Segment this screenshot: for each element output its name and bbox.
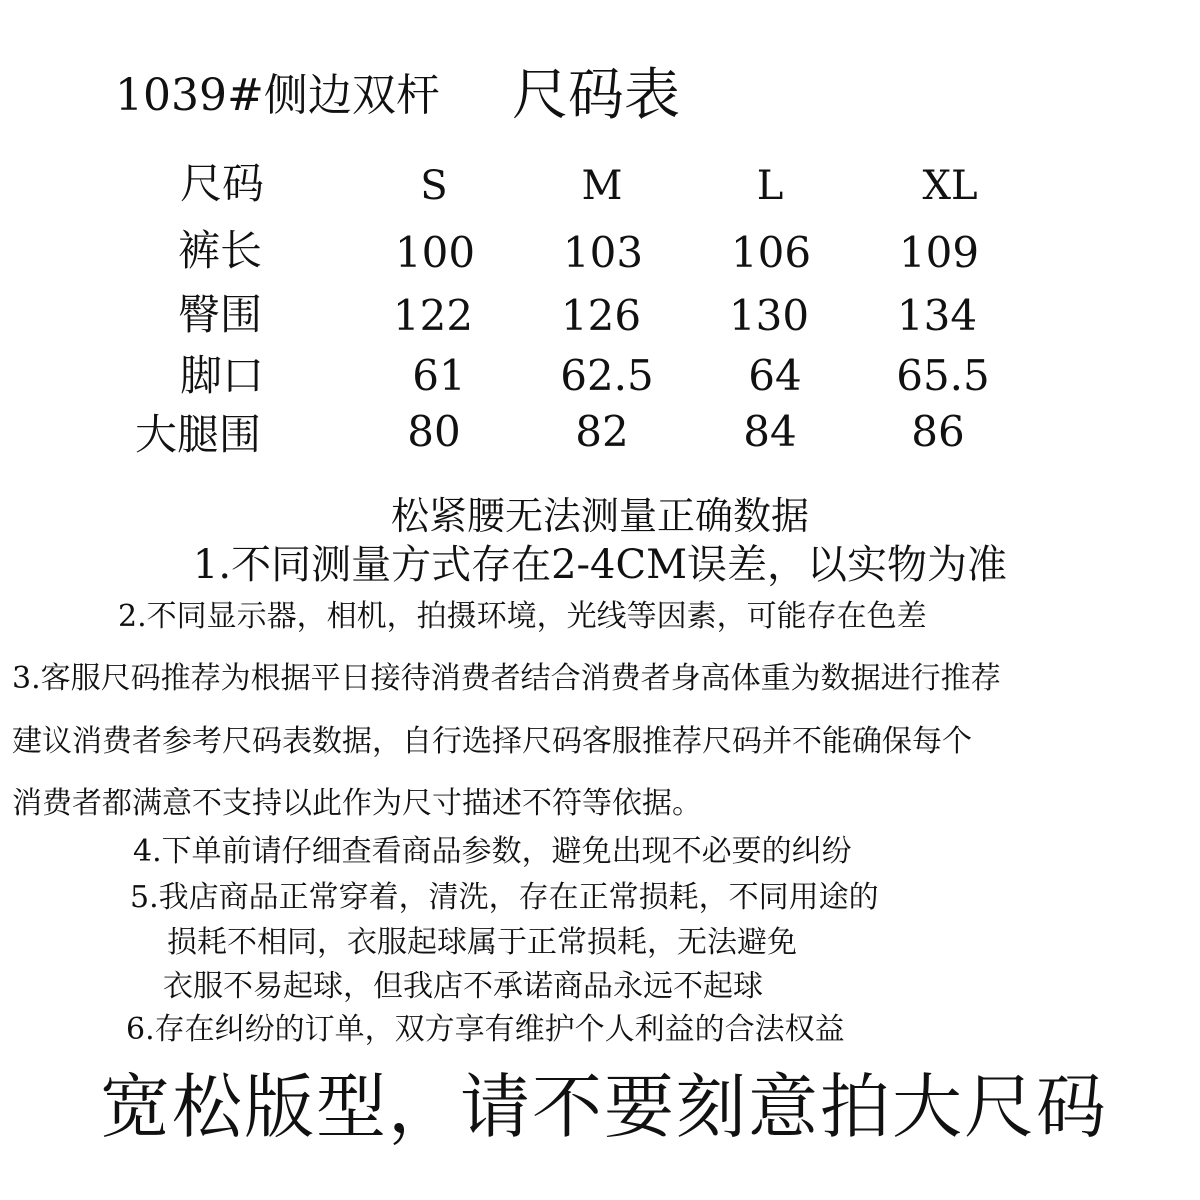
- note-5-line-1: 5.我店商品正常穿着，清洗，存在正常损耗，不同用途的: [130, 880, 879, 915]
- table-cell: 82: [575, 407, 629, 456]
- note-1: 1.不同测量方式存在2-4CM误差，以实物为准: [192, 542, 1008, 588]
- table-cell: 84: [743, 407, 797, 456]
- table-cell: 61: [412, 351, 466, 400]
- table-cell: 126: [560, 291, 642, 340]
- note-3-line-2: 建议消费者参考尺码表数据，自行选择尺码客服推荐尺码并不能确保每个: [12, 724, 972, 759]
- table-cell: 80: [407, 407, 461, 456]
- table-cell: 86: [911, 407, 965, 456]
- note-5-line-3: 衣服不易起球，但我店不承诺商品永远不起球: [163, 969, 763, 1004]
- fit-warning-footer: 宽松版型，请不要刻意拍大尺码: [100, 1066, 1108, 1148]
- row-label-length: 裤长: [178, 226, 263, 275]
- note-6: 6.存在纠纷的订单，双方享有维护个人利益的合法权益: [126, 1012, 845, 1047]
- table-cell: 122: [392, 291, 474, 340]
- note-3-line-3: 消费者都满意不支持以此作为尺寸描述不符等依据。: [12, 786, 702, 821]
- table-cell: 64: [748, 351, 802, 400]
- table-cell: 100: [394, 228, 476, 277]
- note-2: 2.不同显示器，相机，拍摄环境，光线等因素，可能存在色差: [118, 599, 927, 634]
- table-cell: 106: [730, 228, 812, 277]
- size-header-s: S: [420, 163, 448, 209]
- row-label-hip: 臀围: [178, 290, 263, 339]
- size-header-l: L: [756, 163, 784, 209]
- table-corner-label: 尺码: [180, 159, 265, 208]
- table-cell: 65.5: [896, 351, 990, 400]
- size-header-xl: XL: [922, 163, 978, 209]
- table-cell: 134: [896, 291, 978, 340]
- note-5-line-2: 损耗不相同，衣服起球属于正常损耗，无法避免: [167, 925, 797, 960]
- row-label-thigh: 大腿围: [135, 410, 262, 459]
- table-cell: 103: [562, 228, 644, 277]
- row-label-hem: 脚口: [180, 351, 265, 400]
- note-3-line-1: 3.客服尺码推荐为根据平日接待消费者结合消费者身高体重为数据进行推荐: [12, 661, 1001, 696]
- product-code: 1039#侧边双杆: [115, 70, 440, 121]
- page-title: 尺码表: [512, 63, 680, 128]
- loose-waist-note: 松紧腰无法测量正确数据: [390, 494, 809, 538]
- note-4: 4.下单前请仔细查看商品参数，避免出现不必要的纠纷: [133, 834, 852, 869]
- table-cell: 62.5: [560, 351, 654, 400]
- table-cell: 109: [898, 228, 980, 277]
- table-cell: 130: [728, 291, 810, 340]
- size-header-m: M: [581, 163, 623, 209]
